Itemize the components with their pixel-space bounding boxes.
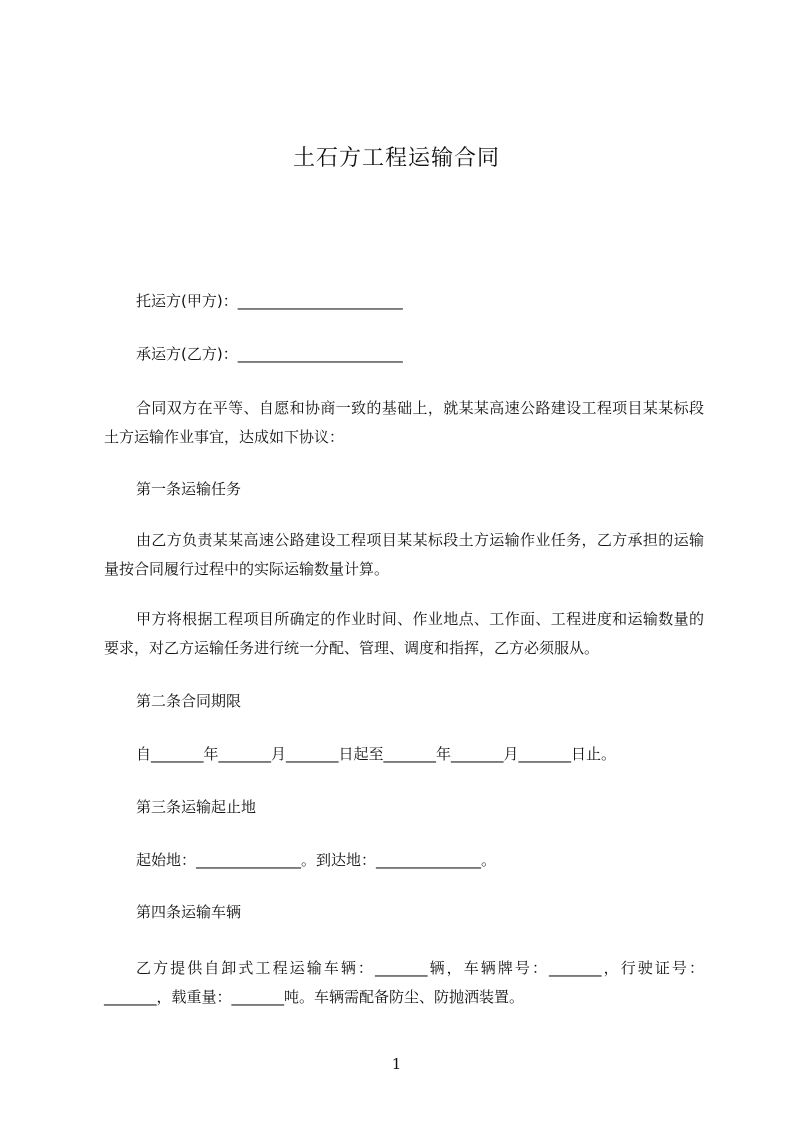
article1-paragraph-2: 甲方将根据工程项目所确定的作业时间、作业地点、工作面、工程进度和运输数量的要求，对乙方运输任务进行统一分配、管理、调度和指挥，乙方必须服从。 xyxy=(104,610,704,657)
article2-heading: 第二条合同期限 xyxy=(136,692,242,710)
article4-heading: 第四条运输车辆 xyxy=(136,903,242,921)
party-b-line: 承运方(乙方)：______________________ xyxy=(136,345,403,363)
article1-paragraph-1: 由乙方负责某某高速公路建设工程项目某某标段土方运输作业任务，乙方承担的运输量按合同履行过程中的实际运输数量计算。 xyxy=(104,531,704,578)
article1-heading: 第一条运输任务 xyxy=(136,480,242,498)
article3-text: 起始地：______________。到达地：______________。 xyxy=(136,851,497,869)
party-a-line: 托运方(甲方)：______________________ xyxy=(136,292,403,310)
document-title: 土石方工程运输合同 xyxy=(292,146,500,171)
article2-text: 自_______年_______月_______日起至_______年_______月_______日止。 xyxy=(136,745,617,763)
article3-heading: 第三条运输起止地 xyxy=(136,798,257,816)
article4-paragraph: 乙方提供自卸式工程运输车辆：_______辆，车辆牌号：_______，行驶证号：_______，载重量：_______吨。车辆需配备防尘、防抛洒装置。 xyxy=(104,959,704,1006)
page-number: 1 xyxy=(391,1055,402,1073)
intro-paragraph: 合同双方在平等、自愿和协商一致的基础上，就某某高速公路建设工程项目某某标段土方运输作业事宜，达成如下协议： xyxy=(104,399,704,446)
